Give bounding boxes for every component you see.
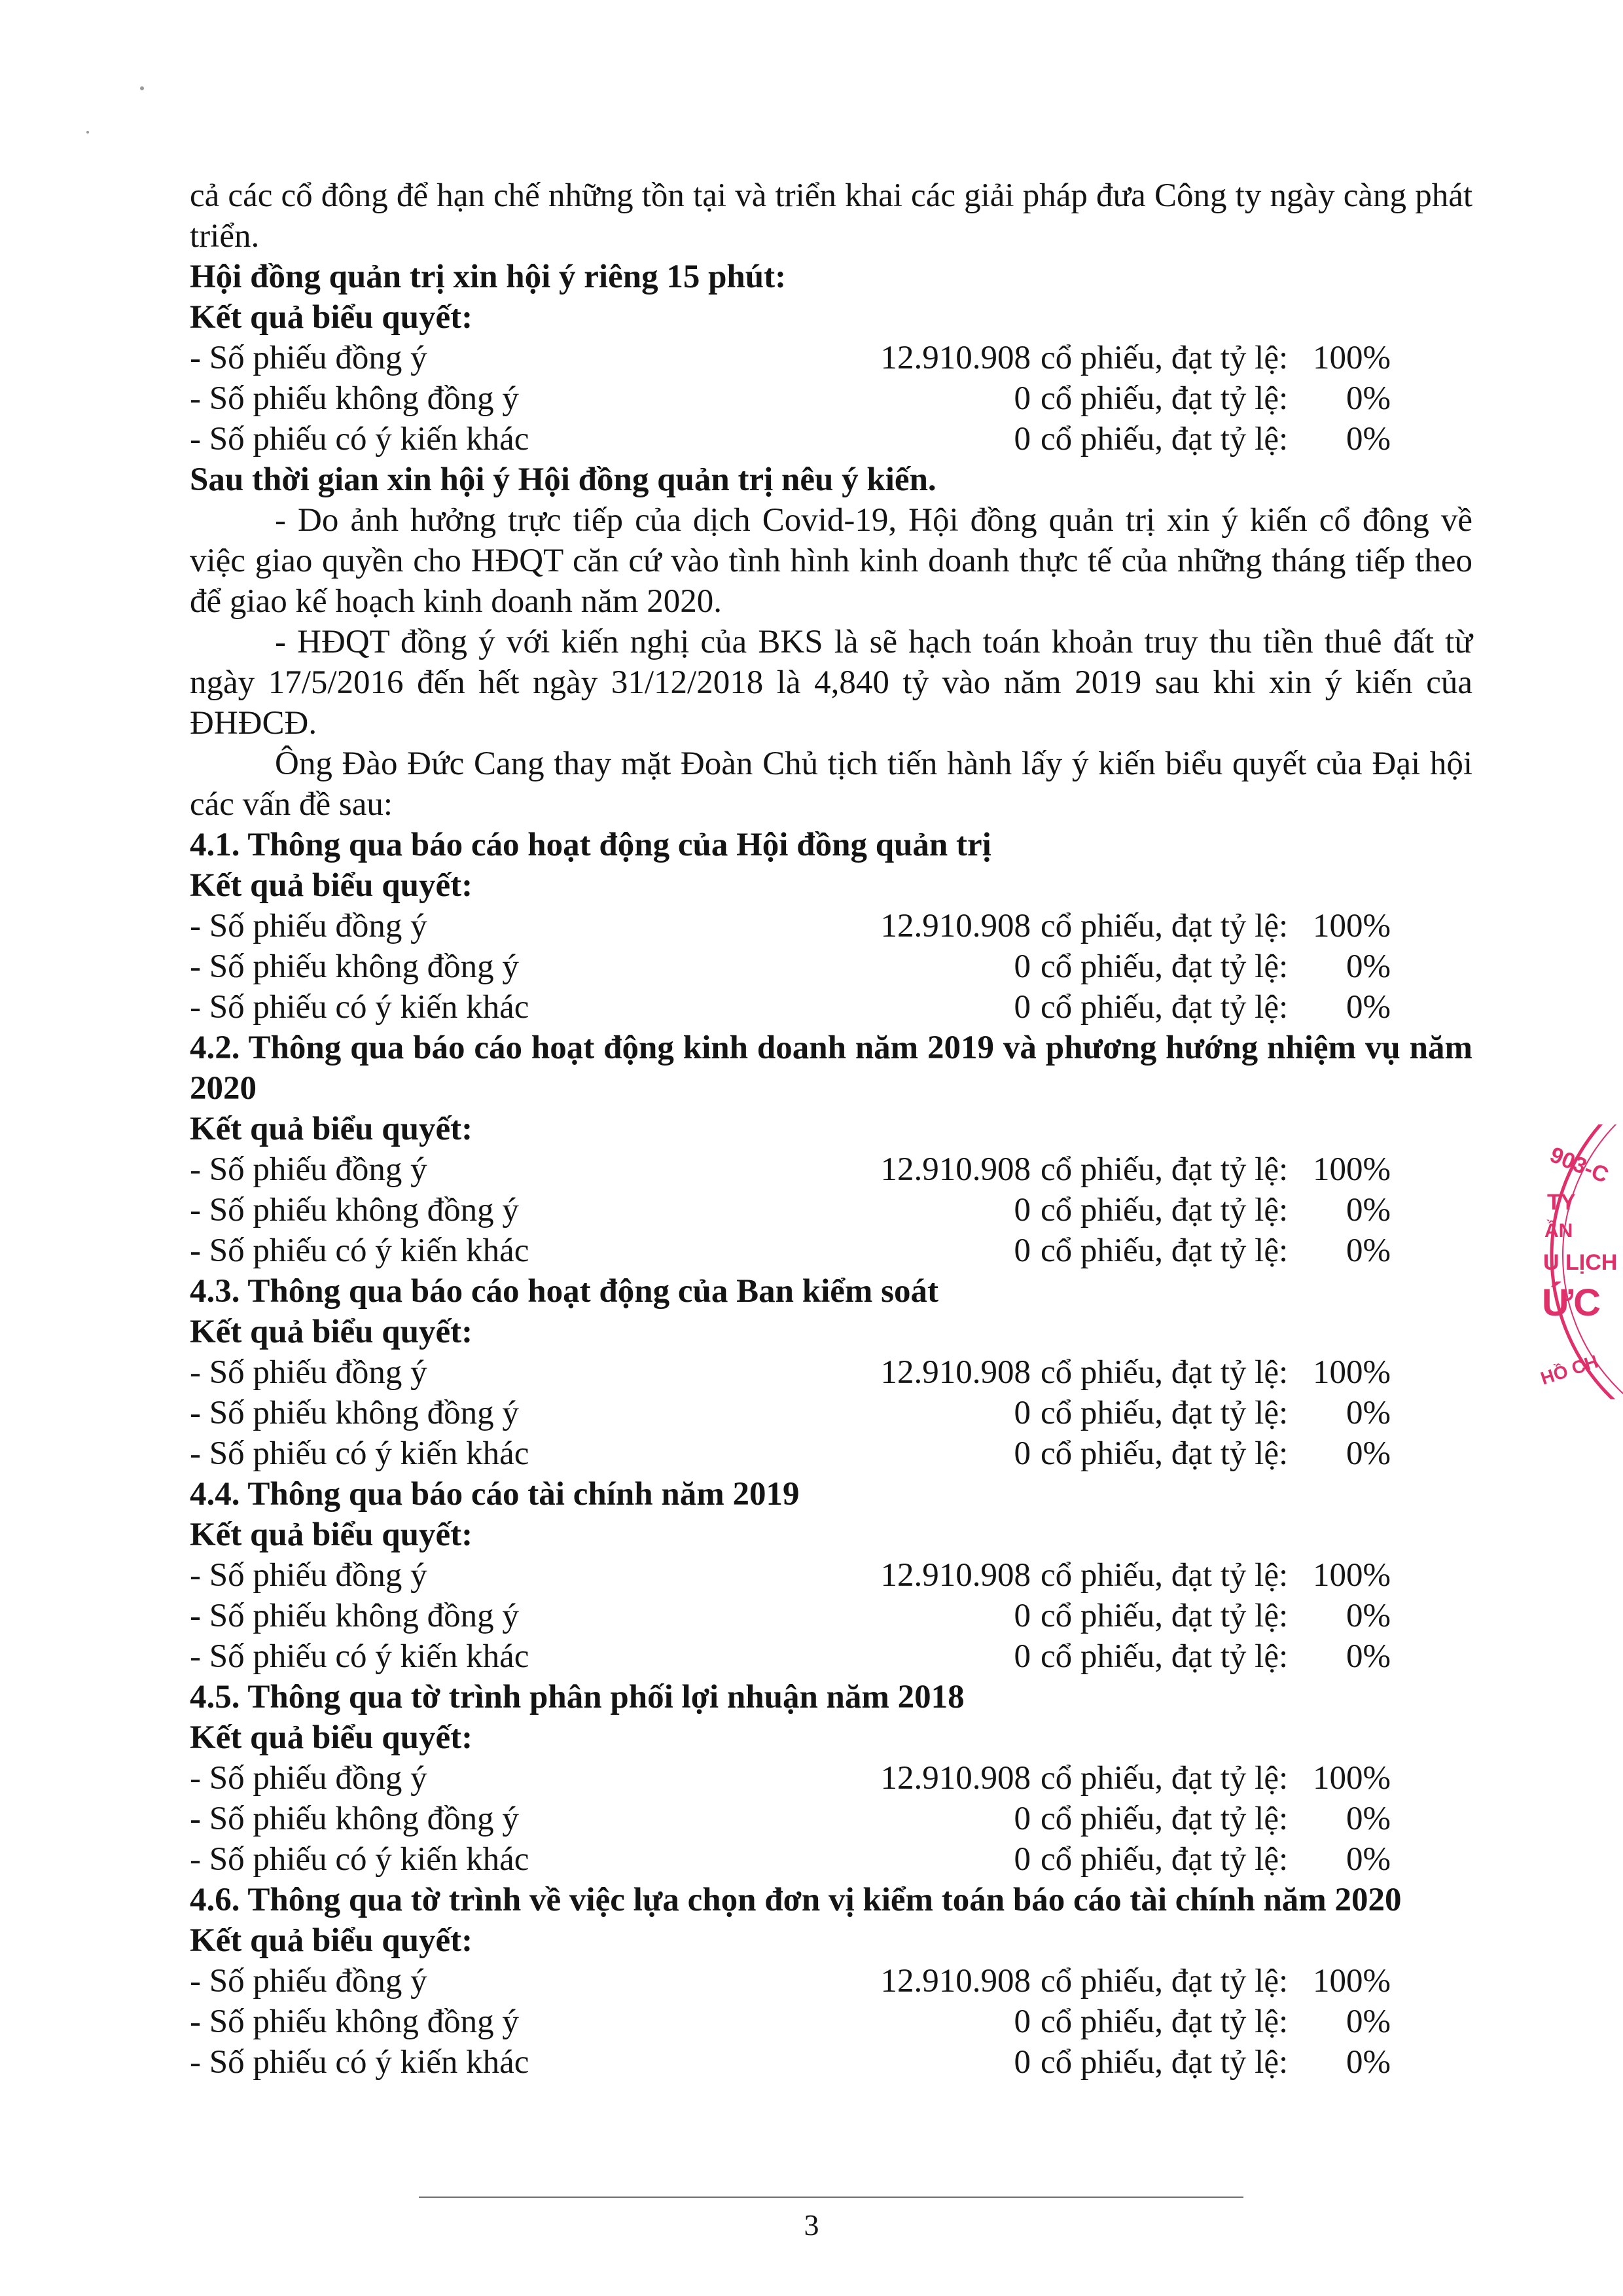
recess-heading: Hội đồng quản trị xin hội ý riêng 15 phút: xyxy=(190,259,787,295)
vote-count: 0 xyxy=(1014,2044,1031,2081)
result-heading: Kết quả biểu quyết: xyxy=(190,867,473,904)
vote-unit: cổ phiếu, đạt tỷ lệ: xyxy=(1041,1435,1289,1472)
vote-count: 12.910.908 xyxy=(880,1760,1031,1797)
board-opinion-point: - HĐQT đồng ý với kiến nghị của BKS là sẽ hạch toán khoản truy thu tiền thuê đất từ ngày 17/5/2016 đến hết ngày 31/12/2018 là 4,840 tỷ vào năm 2019 sau khi xin ý kiến của ĐHĐCĐ. xyxy=(190,624,1472,742)
section-title: 4.4. Thông qua báo cáo tài chính năm 2019 xyxy=(190,1476,800,1513)
vote-row xyxy=(190,419,1472,459)
vote-percent: 0% xyxy=(1346,1841,1391,1878)
vote-unit: cổ phiếu, đạt tỷ lệ: xyxy=(1041,948,1289,985)
result-heading: Kết quả biểu quyết: xyxy=(190,299,473,336)
vote-label: - Số phiếu có ý kiến khác xyxy=(190,2044,529,2081)
seal-fragment: HỒ CH xyxy=(1538,1351,1601,1389)
result-heading: Kết quả biểu quyết: xyxy=(190,1719,473,1756)
chair-statement: Ông Đào Đức Cang thay mặt Đoàn Chủ tịch tiến hành lấy ý kiến biểu quyết của Đại hội các vấn đề sau: xyxy=(190,745,1472,823)
vote-unit: cổ phiếu, đạt tỷ lệ: xyxy=(1041,421,1289,457)
vote-percent: 0% xyxy=(1346,380,1391,417)
vote-percent: 0% xyxy=(1346,1232,1391,1269)
vote-percent: 100% xyxy=(1313,1760,1391,1797)
section-title: 4.1. Thông qua báo cáo hoạt động của Hội đồng quản trị xyxy=(190,827,991,863)
seal-fragment: ỨC xyxy=(1542,1282,1601,1324)
vote-count: 0 xyxy=(1014,1841,1031,1878)
vote-label: - Số phiếu đồng ý xyxy=(190,1963,427,2000)
vote-unit: cổ phiếu, đạt tỷ lệ: xyxy=(1041,1192,1289,1229)
vote-percent: 100% xyxy=(1313,340,1391,376)
vote-label: - Số phiếu có ý kiến khác xyxy=(190,1638,529,1675)
vote-row xyxy=(190,1758,1472,1799)
vote-row xyxy=(190,2042,1472,2083)
vote-label: - Số phiếu không đồng ý xyxy=(190,948,519,985)
vote-unit: cổ phiếu, đạt tỷ lệ: xyxy=(1041,1760,1289,1797)
vote-percent: 0% xyxy=(1346,1192,1391,1229)
vote-count: 0 xyxy=(1014,2003,1031,2040)
footer-divider xyxy=(419,2197,1243,2198)
vote-label: - Số phiếu không đồng ý xyxy=(190,1801,519,1837)
vote-label: - Số phiếu không đồng ý xyxy=(190,2003,519,2040)
vote-label: - Số phiếu đồng ý xyxy=(190,1354,427,1391)
section-title: 4.3. Thông qua báo cáo hoạt động của Ban kiểm soát xyxy=(190,1273,938,1310)
vote-row xyxy=(190,1190,1472,1230)
vote-label: - Số phiếu có ý kiến khác xyxy=(190,1232,529,1269)
vote-percent: 0% xyxy=(1346,948,1391,985)
result-heading: Kết quả biểu quyết: xyxy=(190,1516,473,1553)
vote-count: 0 xyxy=(1014,421,1031,457)
vote-count: 12.910.908 xyxy=(880,1151,1031,1188)
vote-percent: 100% xyxy=(1313,1354,1391,1391)
vote-count: 12.910.908 xyxy=(880,1963,1031,2000)
vote-row xyxy=(190,1352,1472,1393)
page-number: 3 xyxy=(804,2208,819,2242)
result-heading: Kết quả biểu quyết: xyxy=(190,1314,473,1350)
result-heading: Kết quả biểu quyết: xyxy=(190,1922,473,1959)
vote-row xyxy=(190,1961,1472,2001)
vote-percent: 100% xyxy=(1313,1963,1391,2000)
vote-percent: 100% xyxy=(1313,1151,1391,1188)
vote-count: 0 xyxy=(1014,380,1031,417)
vote-percent: 0% xyxy=(1346,989,1391,1026)
vote-unit: cổ phiếu, đạt tỷ lệ: xyxy=(1041,908,1289,944)
seal-fragment: ẦN xyxy=(1544,1220,1573,1242)
vote-label: - Số phiếu có ý kiến khác xyxy=(190,1841,529,1878)
vote-count: 0 xyxy=(1014,1232,1031,1269)
document-body xyxy=(190,175,1472,2083)
resolution-section xyxy=(190,1028,1472,1271)
vote-unit: cổ phiếu, đạt tỷ lệ: xyxy=(1041,2044,1289,2081)
section-title: 4.5. Thông qua tờ trình phân phối lợi nhuận năm 2018 xyxy=(190,1679,965,1715)
vote-unit: cổ phiếu, đạt tỷ lệ: xyxy=(1041,1801,1289,1837)
seal-fragment: U LỊCH xyxy=(1543,1250,1618,1275)
vote-row xyxy=(190,1596,1472,1636)
vote-count: 0 xyxy=(1014,989,1031,1026)
vote-row xyxy=(190,378,1472,419)
vote-unit: cổ phiếu, đạt tỷ lệ: xyxy=(1041,989,1289,1026)
section-title: 4.6. Thông qua tờ trình về việc lựa chọn đơn vị kiểm toán báo cáo tài chính năm 2020 xyxy=(190,1882,1402,1918)
vote-count: 12.910.908 xyxy=(880,1354,1031,1391)
vote-row xyxy=(190,1555,1472,1596)
vote-count: 12.910.908 xyxy=(880,340,1031,376)
company-seal-stamp xyxy=(1535,1124,1623,1399)
vote-percent: 100% xyxy=(1313,908,1391,944)
vote-count: 0 xyxy=(1014,1192,1031,1229)
vote-count: 12.910.908 xyxy=(880,908,1031,944)
vote-unit: cổ phiếu, đạt tỷ lệ: xyxy=(1041,380,1289,417)
vote-count: 0 xyxy=(1014,1435,1031,1472)
vote-unit: cổ phiếu, đạt tỷ lệ: xyxy=(1041,1841,1289,1878)
resolution-sections xyxy=(190,825,1472,2083)
vote-percent: 0% xyxy=(1346,421,1391,457)
vote-unit: cổ phiếu, đạt tỷ lệ: xyxy=(1041,340,1289,376)
vote-row xyxy=(190,1799,1472,1839)
vote-unit: cổ phiếu, đạt tỷ lệ: xyxy=(1041,2003,1289,2040)
vote-label: - Số phiếu đồng ý xyxy=(190,1151,427,1188)
vote-unit: cổ phiếu, đạt tỷ lệ: xyxy=(1041,1963,1289,2000)
result-heading: Kết quả biểu quyết: xyxy=(190,1111,473,1147)
vote-row xyxy=(190,906,1472,946)
vote-count: 0 xyxy=(1014,1638,1031,1675)
resolution-section xyxy=(190,1271,1472,1474)
resolution-section xyxy=(190,1880,1472,2083)
vote-label: - Số phiếu có ý kiến khác xyxy=(190,421,529,457)
vote-count: 0 xyxy=(1014,1395,1031,1431)
vote-row xyxy=(190,1393,1472,1433)
vote-unit: cổ phiếu, đạt tỷ lệ: xyxy=(1041,1557,1289,1594)
board-opinion-heading: Sau thời gian xin hội ý Hội đồng quản trị nêu ý kiến. xyxy=(190,461,936,498)
intro-vote-list xyxy=(190,338,1472,459)
vote-label: - Số phiếu đồng ý xyxy=(190,1557,427,1594)
vote-row xyxy=(190,2001,1472,2042)
vote-label: - Số phiếu không đồng ý xyxy=(190,1192,519,1229)
vote-row xyxy=(190,1433,1472,1474)
vote-row xyxy=(190,1636,1472,1677)
vote-label: - Số phiếu không đồng ý xyxy=(190,1395,519,1431)
vote-percent: 0% xyxy=(1346,1801,1391,1837)
seal-graphic xyxy=(1535,1124,1623,1399)
vote-label: - Số phiếu có ý kiến khác xyxy=(190,1435,529,1472)
board-opinion-point: - Do ảnh hưởng trực tiếp của dịch Covid-19, Hội đồng quản trị xin ý kiến cổ đông về việc giao quyền cho HĐQT căn cứ vào tình hình kinh doanh thực tế của những tháng tiếp theo để giao kế hoạch kinh doanh năm 2020. xyxy=(190,502,1472,620)
resolution-section xyxy=(190,825,1472,1028)
section-title: 4.2. Thông qua báo cáo hoạt động kinh doanh năm 2019 và phương hướng nhiệm vụ năm 2020 xyxy=(190,1030,1472,1107)
vote-label: - Số phiếu có ý kiến khác xyxy=(190,989,529,1026)
vote-unit: cổ phiếu, đạt tỷ lệ: xyxy=(1041,1598,1289,1634)
vote-unit: cổ phiếu, đạt tỷ lệ: xyxy=(1041,1395,1289,1431)
vote-unit: cổ phiếu, đạt tỷ lệ: xyxy=(1041,1354,1289,1391)
vote-percent: 100% xyxy=(1313,1557,1391,1594)
vote-row xyxy=(190,1149,1472,1190)
vote-percent: 0% xyxy=(1346,2003,1391,2040)
vote-unit: cổ phiếu, đạt tỷ lệ: xyxy=(1041,1232,1289,1269)
vote-row xyxy=(190,1839,1472,1880)
vote-percent: 0% xyxy=(1346,2044,1391,2081)
vote-label: - Số phiếu đồng ý xyxy=(190,1760,427,1797)
vote-row xyxy=(190,987,1472,1028)
vote-unit: cổ phiếu, đạt tỷ lệ: xyxy=(1041,1151,1289,1188)
vote-count: 0 xyxy=(1014,948,1031,985)
vote-count: 0 xyxy=(1014,1598,1031,1634)
vote-row xyxy=(190,1230,1472,1271)
vote-percent: 0% xyxy=(1346,1638,1391,1675)
vote-count: 0 xyxy=(1014,1801,1031,1837)
vote-count: 12.910.908 xyxy=(880,1557,1031,1594)
vote-unit: cổ phiếu, đạt tỷ lệ: xyxy=(1041,1638,1289,1675)
seal-fragment: 903-C xyxy=(1546,1142,1613,1189)
continuation-paragraph: cả các cổ đông để hạn chế những tồn tại và triển khai các giải pháp đưa Công ty ngày càng phát triển. xyxy=(190,177,1472,255)
resolution-section xyxy=(190,1474,1472,1677)
vote-label: - Số phiếu đồng ý xyxy=(190,908,427,944)
vote-label: - Số phiếu không đồng ý xyxy=(190,380,519,417)
scan-speck xyxy=(86,131,89,134)
vote-label: - Số phiếu đồng ý xyxy=(190,340,427,376)
scan-speck xyxy=(140,86,144,90)
vote-percent: 0% xyxy=(1346,1395,1391,1431)
vote-percent: 0% xyxy=(1346,1435,1391,1472)
vote-label: - Số phiếu không đồng ý xyxy=(190,1598,519,1634)
vote-row xyxy=(190,338,1472,378)
seal-fragment: TY xyxy=(1547,1190,1576,1215)
vote-row xyxy=(190,946,1472,987)
vote-percent: 0% xyxy=(1346,1598,1391,1634)
resolution-section xyxy=(190,1677,1472,1880)
